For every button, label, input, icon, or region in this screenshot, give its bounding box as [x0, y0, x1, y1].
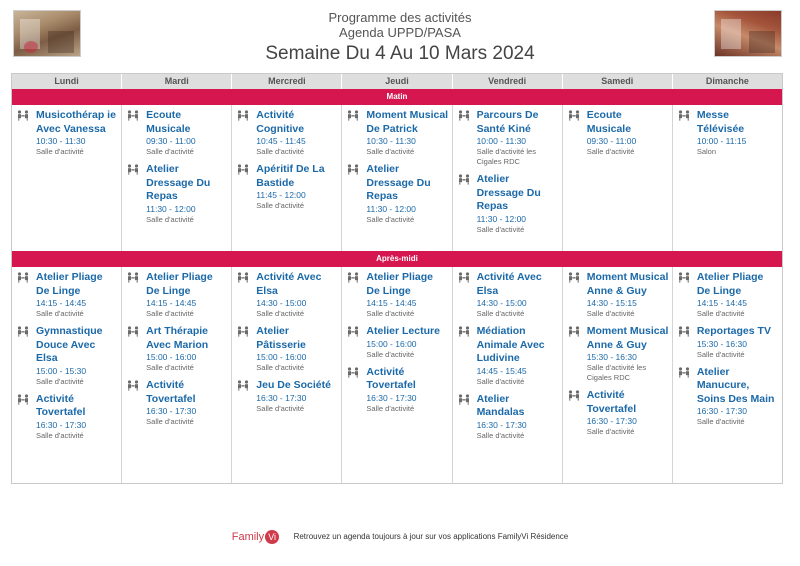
day-header-row: [12, 74, 782, 89]
people-group-icon: [458, 325, 472, 387]
activity-body: [361, 163, 448, 225]
people-group-icon: [237, 271, 251, 319]
day-header: Dimanche: [705, 76, 749, 86]
activity-entry[interactable]: [458, 393, 559, 441]
people-group-icon: [127, 379, 141, 427]
activity-time: 15:30 - 16:30: [696, 338, 747, 349]
people-group-icon: [237, 109, 251, 157]
activity-room: Salle d'activité: [476, 224, 525, 234]
activity-entry[interactable]: [458, 173, 559, 235]
activity-body: [582, 389, 669, 437]
afternoon-cell-mercredi: [232, 267, 342, 483]
program-title: Programme des activités: [328, 10, 472, 25]
activity-time: 15:00 - 16:00: [366, 338, 417, 349]
morning-cell-lundi: [12, 105, 122, 251]
activity-title: Atelier Manucure, Soins Des Main: [696, 365, 775, 405]
people-group-icon: [458, 393, 472, 441]
people-group-icon: [17, 393, 31, 441]
activity-time: 11:30 - 12:00: [476, 213, 527, 224]
activity-room: Salle d'activité: [476, 309, 525, 318]
morning-row: [12, 105, 782, 251]
activity-title: Atelier Pâtisserie: [256, 325, 306, 351]
activity-entry[interactable]: [568, 109, 669, 157]
people-group-icon: [678, 109, 692, 157]
people-group-icon: [347, 163, 361, 225]
activity-body: [141, 163, 228, 225]
morning-cell-jeudi: [342, 105, 452, 251]
activity-entry[interactable]: [127, 271, 228, 319]
activity-title: Moment Musical De Patrick: [366, 109, 449, 135]
activity-title: Jeu De Société: [256, 379, 331, 391]
brand-name: Family: [231, 530, 265, 543]
activity-time: 14:15 - 14:45: [366, 298, 417, 308]
activity-entry[interactable]: [347, 163, 448, 225]
activity-entry[interactable]: [17, 271, 118, 319]
activity-title: Atelier Pliage De Linge: [146, 271, 213, 297]
activity-entry[interactable]: [678, 366, 779, 428]
activity-body: [361, 109, 448, 157]
activity-time: 16:30 - 17:30: [256, 392, 307, 403]
people-group-icon: [127, 163, 141, 225]
people-group-icon: [458, 271, 472, 319]
activity-room: Salle d'activité: [366, 147, 415, 156]
activity-body: [472, 271, 559, 319]
activity-room: Salle d'activité: [256, 363, 304, 372]
activity-title: Activité Tovertafel: [586, 389, 637, 415]
activity-body: [141, 325, 228, 373]
activity-title: Atelier Dressage Du Repas: [146, 163, 211, 202]
activity-title: Activité Tovertafel: [366, 365, 416, 391]
people-group-icon: [237, 163, 251, 211]
activity-entry[interactable]: [237, 271, 338, 319]
week-title: Semaine Du 4 Au 10 Mars 2024: [265, 43, 535, 64]
people-group-icon: [568, 271, 582, 319]
page-header: [0, 10, 800, 66]
afternoon-cell-samedi: [563, 267, 673, 483]
activity-entry[interactable]: [678, 271, 779, 319]
activity-room: Salle d'activité les Cigales RDC: [586, 363, 647, 382]
people-group-icon: [127, 325, 141, 373]
activity-time: 16:30 - 17:30: [366, 392, 417, 403]
activity-title: Ecoute Musicale: [586, 109, 632, 135]
people-group-icon: [237, 325, 251, 373]
activity-room: Salle d'activité: [586, 147, 635, 156]
activity-title: Atelier Lecture: [366, 325, 440, 337]
people-group-icon: [568, 389, 582, 437]
activity-time: 14:30 - 15:00: [476, 298, 527, 308]
morning-cell-vendredi: [453, 105, 563, 251]
activity-title: Gymnastique Douce Avec Elsa: [36, 325, 103, 364]
activity-entry[interactable]: [347, 109, 448, 157]
activity-body: [692, 271, 779, 319]
activity-time: 10:30 - 11:30: [366, 136, 416, 146]
activity-time: 14:15 - 14:45: [146, 298, 197, 308]
activity-time: 09:30 - 11:00: [586, 136, 637, 146]
activity-room: Salle d'activité: [366, 349, 415, 359]
activity-entry[interactable]: [17, 393, 118, 441]
activity-entry[interactable]: [347, 366, 448, 414]
activity-entry[interactable]: [568, 325, 669, 383]
activity-title: Activité Cognitive: [256, 109, 305, 135]
activity-entry[interactable]: [237, 163, 338, 211]
activity-body: [251, 379, 338, 414]
activity-body: [251, 109, 338, 157]
activity-title: Art Thérapie Avec Marion: [146, 325, 209, 351]
activity-title: Parcours De Santé Kiné: [476, 109, 539, 135]
activity-time: 14:30 - 15:15: [586, 298, 637, 308]
activity-time: 16:30 - 17:30: [696, 406, 747, 416]
activity-title: Activité Tovertafel: [36, 392, 86, 418]
activity-body: [472, 173, 559, 235]
activity-entry[interactable]: [347, 271, 448, 319]
activity-body: [141, 379, 228, 427]
activity-title: Atelier Dressage Du Repas: [366, 163, 431, 202]
activity-entry[interactable]: [568, 271, 669, 319]
activity-room: Salle d'activité: [586, 309, 635, 318]
people-group-icon: [568, 109, 582, 157]
activity-body: [361, 325, 448, 360]
activity-title: Activité Avec Elsa: [476, 271, 542, 297]
activity-time: 11:45 - 12:00: [256, 190, 306, 200]
activity-title: Reportages TV: [696, 325, 771, 337]
activity-room: Salle d'activité: [36, 376, 84, 386]
activity-entry[interactable]: [127, 163, 228, 225]
afternoon-cell-dimanche: [673, 267, 782, 483]
activity-body: [472, 393, 559, 441]
activity-time: 11:30 - 12:00: [146, 203, 196, 214]
activity-room: Salle d'activité: [696, 349, 745, 359]
activity-entry[interactable]: [237, 379, 338, 414]
people-group-icon: [127, 271, 141, 319]
activity-title: Moment Musical Anne & Guy: [586, 325, 669, 351]
people-group-icon: [347, 325, 361, 360]
activity-body: [31, 109, 118, 157]
activity-time: 14:30 - 15:00: [256, 298, 307, 308]
activity-title: Musicothérap ie Avec Vanessa: [36, 109, 116, 135]
morning-cell-mercredi: [232, 105, 342, 251]
activity-title: Médiation Animale Avec Ludivine: [476, 325, 545, 364]
people-group-icon: [237, 379, 251, 414]
activity-body: [692, 325, 779, 360]
afternoon-cell-vendredi: [453, 267, 563, 483]
activity-room: Salle d'activité les Cigales RDC: [476, 147, 536, 166]
activity-room: Salle d'activité: [146, 417, 194, 426]
activity-entry[interactable]: [17, 325, 118, 387]
activity-room: Salle d'activité: [586, 427, 635, 436]
activity-body: [692, 109, 779, 157]
activity-room: Salle d'activité: [256, 147, 304, 156]
activity-room: Salle d'activité: [256, 309, 304, 318]
people-group-icon: [458, 109, 472, 167]
activity-room: Salle d'activité: [696, 309, 745, 318]
activity-room: Salle d'activité: [36, 309, 84, 318]
people-group-icon: [17, 325, 31, 387]
activity-entry[interactable]: [347, 325, 448, 360]
activity-body: [361, 366, 448, 414]
brand-mark: Vi: [265, 530, 279, 544]
activity-time: 15:00 - 15:30: [36, 365, 87, 376]
activity-entry[interactable]: [458, 271, 559, 319]
activity-body: [31, 325, 118, 387]
activity-time: 14:45 - 15:45: [476, 365, 527, 376]
activity-entry[interactable]: [568, 389, 669, 437]
activity-room: Salle d'activité: [366, 214, 415, 224]
activity-entry[interactable]: [458, 109, 559, 167]
people-group-icon: [678, 325, 692, 360]
people-group-icon: [347, 109, 361, 157]
page-footer: [0, 528, 800, 546]
activity-time: 16:30 - 17:30: [146, 406, 197, 416]
people-group-icon: [678, 271, 692, 319]
weekly-schedule-grid: [11, 73, 783, 484]
afternoon-cell-jeudi: [342, 267, 452, 483]
people-group-icon: [347, 366, 361, 414]
day-header: Samedi: [563, 74, 673, 89]
activity-entry[interactable]: [127, 379, 228, 427]
morning-cell-dimanche: [673, 105, 782, 251]
activity-time: 15:30 - 16:30: [586, 352, 637, 362]
activity-body: [692, 366, 779, 428]
activity-body: [582, 271, 669, 319]
activity-title: Activité Avec Elsa: [256, 271, 322, 297]
activity-entry[interactable]: [678, 325, 779, 360]
activity-time: 15:00 - 16:00: [146, 352, 197, 362]
activity-room: Salle d'activité: [366, 309, 415, 318]
activity-body: [472, 325, 559, 387]
activity-room: Salle d'activité: [256, 201, 304, 210]
activity-body: [472, 109, 559, 167]
activity-time: 11:30 - 12:00: [366, 203, 416, 214]
activity-time: 10:00 - 11:15: [696, 136, 747, 146]
people-group-icon: [347, 271, 361, 319]
activity-body: [251, 271, 338, 319]
agenda-subtitle: Agenda UPPD/PASA: [339, 25, 461, 40]
day-header: Lundi: [12, 74, 122, 89]
day-header: Jeudi: [342, 74, 452, 89]
activity-title: Atelier Mandalas: [476, 392, 525, 418]
activity-body: [141, 271, 228, 319]
people-group-icon: [568, 325, 582, 383]
activity-body: [31, 393, 118, 441]
activity-title: Apéritif De La Bastide: [256, 163, 325, 189]
activity-room: Salle d'activité: [256, 403, 304, 413]
activity-room: Salle d'activité: [476, 430, 525, 440]
activity-room: Salle d'activité: [36, 147, 84, 156]
activity-entry[interactable]: [678, 109, 779, 157]
people-group-icon: [458, 173, 472, 235]
activity-time: 10:30 - 11:30: [36, 136, 86, 146]
activity-title: Atelier Dressage Du Repas: [476, 173, 541, 212]
activity-title: Ecoute Musicale: [146, 109, 191, 135]
activity-body: [31, 271, 118, 319]
afternoon-cell-lundi: [12, 267, 122, 483]
activity-time: 14:15 - 14:45: [36, 298, 87, 308]
people-group-icon: [127, 109, 141, 157]
activity-room: Salle d'activité: [146, 147, 194, 156]
activity-time: 16:30 - 17:30: [476, 419, 527, 430]
activity-room: Salle d'activité: [36, 430, 84, 440]
activity-room: Salon: [696, 147, 717, 156]
activity-room: Salle d'activité: [696, 417, 745, 426]
afternoon-cell-mardi: [122, 267, 232, 483]
activity-title: Atelier Pliage De Linge: [696, 271, 764, 297]
activity-entry[interactable]: [127, 325, 228, 373]
day-header: Mardi: [122, 74, 232, 89]
activity-title: Atelier Pliage De Linge: [366, 271, 433, 297]
activity-time: 10:00 - 11:30: [476, 136, 527, 146]
familyvi-logo: [232, 530, 279, 544]
day-header: Mercredi: [232, 74, 342, 89]
day-header: Vendredi: [453, 74, 563, 89]
people-group-icon: [17, 271, 31, 319]
people-group-icon: [678, 366, 692, 428]
afternoon-section-bar: Après-midi: [12, 251, 782, 267]
afternoon-row: [12, 267, 782, 483]
morning-section-bar: Matin: [12, 89, 782, 105]
activity-room: Salle d'activité: [476, 376, 525, 386]
activity-body: [582, 325, 669, 383]
activity-room: Salle d'activité: [366, 403, 415, 413]
activity-room: Salle d'activité: [146, 214, 194, 224]
activity-time: 15:00 - 16:00: [256, 352, 307, 362]
activity-room: Salle d'activité: [146, 309, 194, 318]
activity-body: [582, 109, 669, 157]
activity-time: 09:30 - 11:00: [146, 136, 196, 146]
activity-title: Moment Musical Anne & Guy: [586, 271, 669, 297]
activity-title: Activité Tovertafel: [146, 379, 196, 405]
activity-entry[interactable]: [237, 109, 338, 157]
activity-entry[interactable]: [458, 325, 559, 387]
activity-title: Atelier Pliage De Linge: [36, 271, 103, 297]
morning-cell-mardi: [122, 105, 232, 251]
activity-entry[interactable]: [237, 325, 338, 373]
activity-time: 10:45 - 11:45: [256, 136, 306, 146]
activity-body: [141, 109, 228, 157]
activity-time: 16:30 - 17:30: [36, 419, 87, 430]
activity-time: 16:30 - 17:30: [586, 416, 637, 426]
activity-title: Messe Télévisée: [696, 109, 745, 135]
activity-body: [251, 325, 338, 373]
morning-cell-samedi: [563, 105, 673, 251]
footer-text: Retrouvez un agenda toujours à jour sur vos applications FamilyVi Résidence: [293, 532, 569, 542]
activity-entry[interactable]: [17, 109, 118, 157]
activity-body: [361, 271, 448, 319]
activity-time: 14:15 - 14:45: [696, 298, 747, 308]
activity-entry[interactable]: [127, 109, 228, 157]
people-group-icon: [17, 109, 31, 157]
activity-body: [251, 163, 338, 211]
activity-room: Salle d'activité: [146, 363, 194, 372]
